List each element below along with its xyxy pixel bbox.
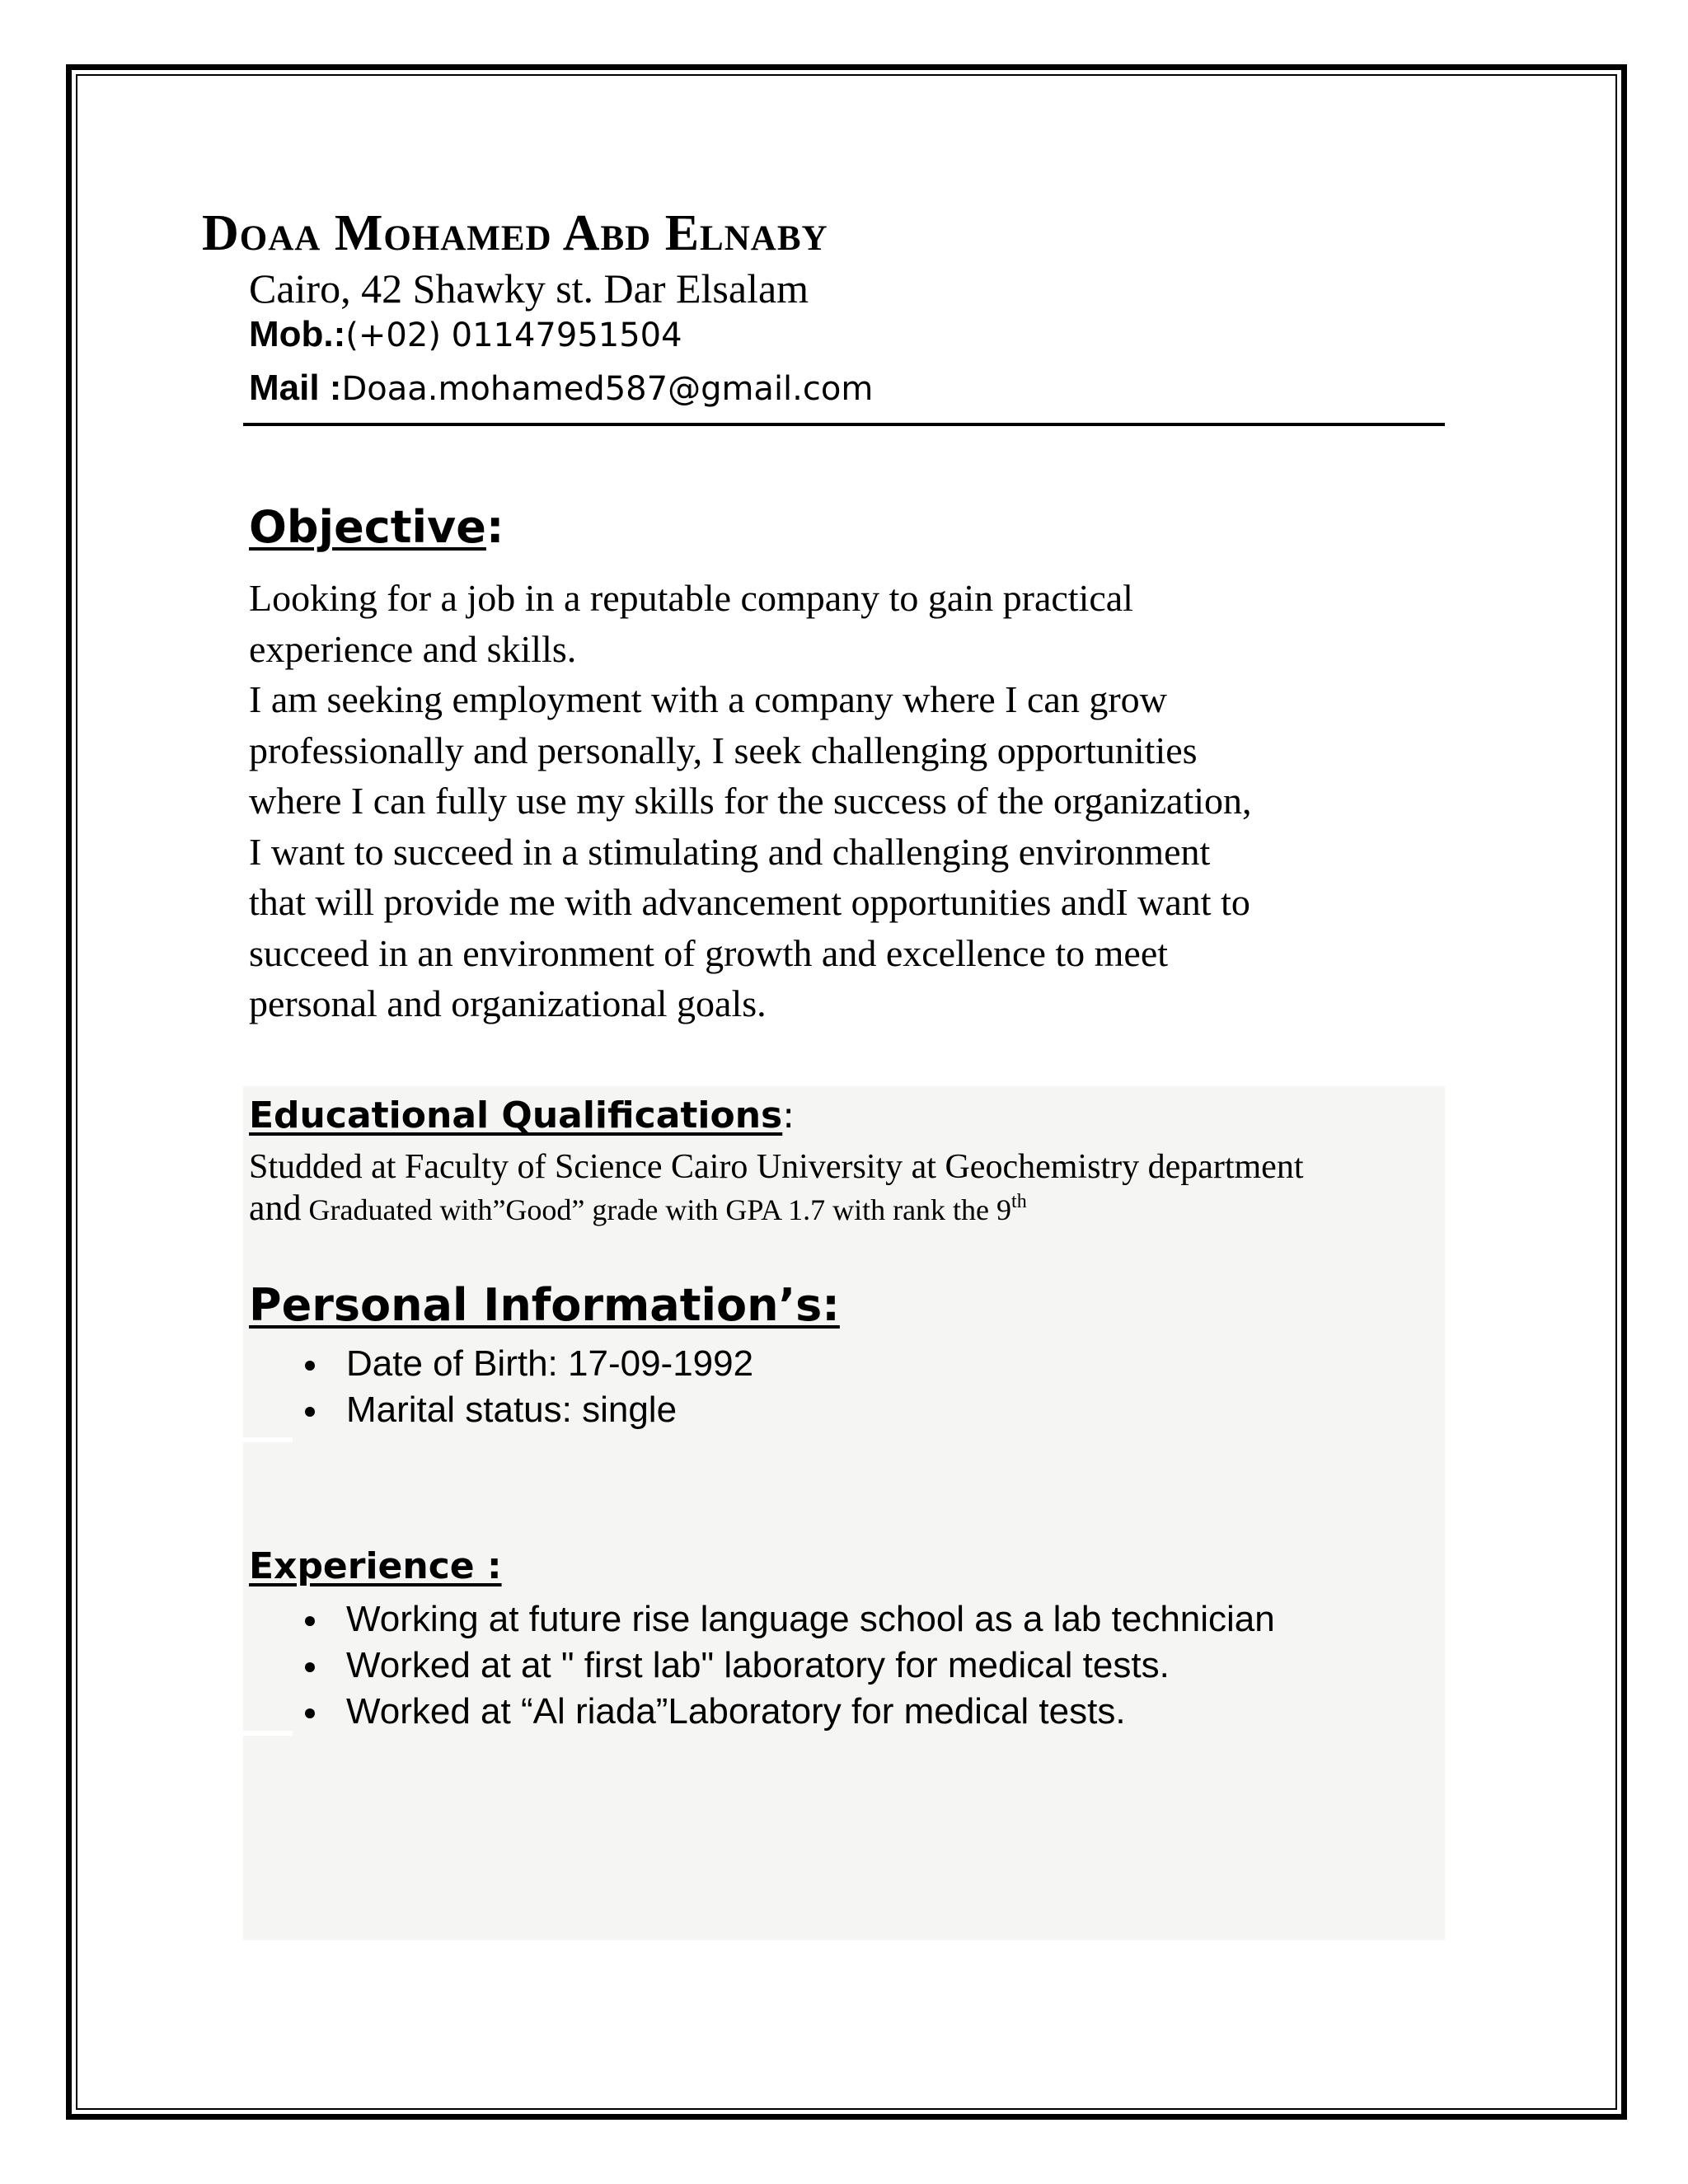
objective-line: I want to succeed in a stimulating and challenging environment	[249, 830, 1211, 873]
experience-heading: Experience :	[249, 1545, 502, 1587]
mail-line	[249, 365, 873, 412]
objective-line: where I can fully use my skills for the success of the organization,	[249, 780, 1252, 822]
list-item: Marital status: single	[297, 1387, 753, 1433]
mail-label: Mail :	[249, 368, 342, 408]
objective-line: that will provide me with advancement opportunities andI want to	[249, 881, 1250, 923]
address: Cairo, 42 Shawky st. Dar Elsalam	[249, 265, 809, 312]
personal-info-heading: Personal Information’s:	[249, 1279, 840, 1331]
list-item: Date of Birth: 17-09-1992	[297, 1341, 753, 1387]
objective-heading: Objective:	[249, 501, 504, 553]
objective-line: professionally and personally, I seek challenging opportunities	[249, 729, 1198, 771]
education-text	[249, 1146, 1444, 1230]
education-heading: Educational Qualifications:	[249, 1094, 795, 1137]
objective-line: succeed in an environment of growth and excellence to meet	[249, 931, 1169, 974]
candidate-name: Doaa Mohamed Abd Elnaby	[202, 205, 828, 261]
objective-line: experience and skills.	[249, 627, 577, 670]
list-item: Worked at “Al riada”Laboratory for medical tests.	[297, 1689, 1275, 1735]
mobile-value: (+02) 01147951504	[345, 316, 682, 354]
list-item: Worked at at " first lab" laboratory for medical tests.	[297, 1643, 1275, 1689]
education-line: Studded at Faculty of Science Cairo University at Geochemistry department	[249, 1148, 1304, 1186]
objective-line: Looking for a job in a reputable company to gain practical	[249, 577, 1133, 619]
experience-list	[297, 1596, 1275, 1735]
list-item: Working at future rise language school as a lab technician	[297, 1596, 1275, 1643]
personal-info-list	[297, 1341, 753, 1433]
shade-gap	[243, 1731, 293, 1736]
objective-text	[249, 573, 1444, 1029]
education-line: and Graduated with”Good” grade with GPA 1.7 with rank the 9th	[249, 1188, 1027, 1228]
objective-line: I am seeking employment with a company where I can grow	[249, 678, 1167, 720]
shade-gap	[243, 1437, 293, 1442]
mobile-line	[249, 312, 682, 359]
mobile-label: Mob.:	[249, 314, 346, 354]
header-divider	[243, 423, 1445, 426]
objective-line: personal and organizational goals.	[249, 982, 767, 1024]
mail-value: Doaa.mohamed587@gmail.com	[341, 370, 874, 408]
